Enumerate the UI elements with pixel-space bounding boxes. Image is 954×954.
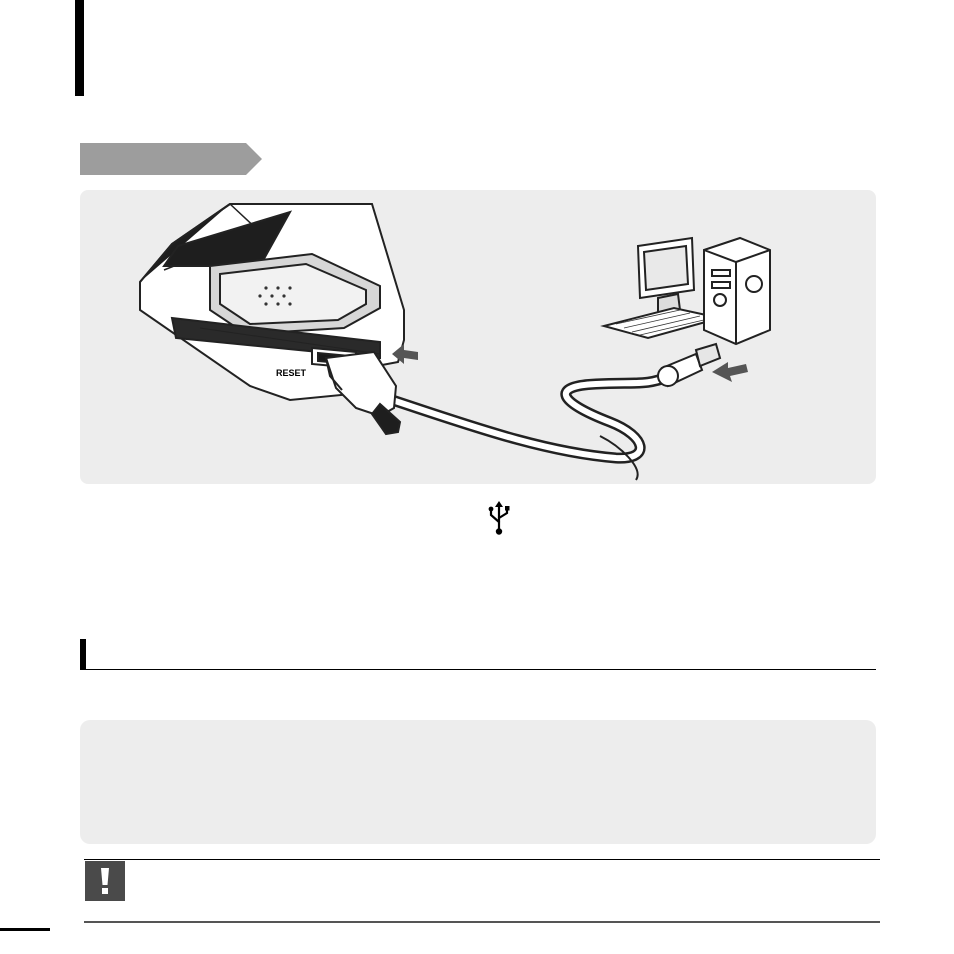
illustration-drawing	[80, 190, 876, 484]
page-marker	[0, 928, 50, 931]
section-tab	[80, 143, 262, 175]
reset-label: RESET	[276, 368, 307, 378]
exclamation-glyph	[98, 866, 112, 896]
pc-insert-arrow	[712, 362, 748, 382]
chapter-header-bar	[75, 0, 84, 96]
info-panel	[80, 720, 876, 844]
subsection-rule	[80, 669, 876, 670]
connection-illustration	[80, 190, 876, 484]
subsection-marker	[80, 639, 86, 670]
note-bottom-rule	[84, 921, 880, 923]
usb-icon	[486, 500, 512, 536]
usb-plug	[658, 344, 720, 386]
desktop-computer	[604, 238, 770, 344]
usb-cable	[380, 376, 670, 480]
exclamation-icon	[85, 861, 125, 901]
note-top-rule	[84, 859, 880, 860]
